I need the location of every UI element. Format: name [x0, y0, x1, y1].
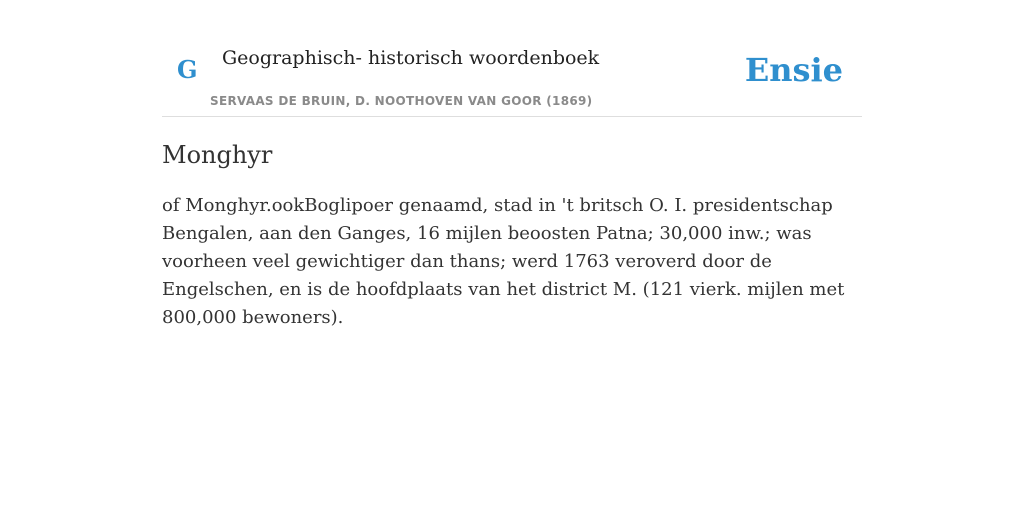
entry-title: Monghyr	[162, 141, 273, 169]
dictionary-authors: SERVAAS DE BRUIN, D. NOOTHOVEN VAN GOOR (1869)	[210, 94, 593, 108]
dictionary-header	[162, 0, 862, 117]
dictionary-logo-letter[interactable]: G	[177, 55, 198, 84]
ensie-logo-link[interactable]: Ensie	[744, 51, 843, 89]
dictionary-title[interactable]: Geographisch- historisch woordenboek	[222, 47, 600, 69]
entry-body: of Monghyr.ookBoglipoer genaamd, stad in 't britsch O. I. presidentschap Bengalen, aan den Ganges, 16 mijlen beoosten Patna; 30,000 inw.; was voorheen veel gewichtiger dan thans; werd 1763 veroverd door de Engelschen, en is de hoofdplaats van het district M. (121 vierk. mijlen met 800,000 bewoners).	[162, 195, 845, 328]
